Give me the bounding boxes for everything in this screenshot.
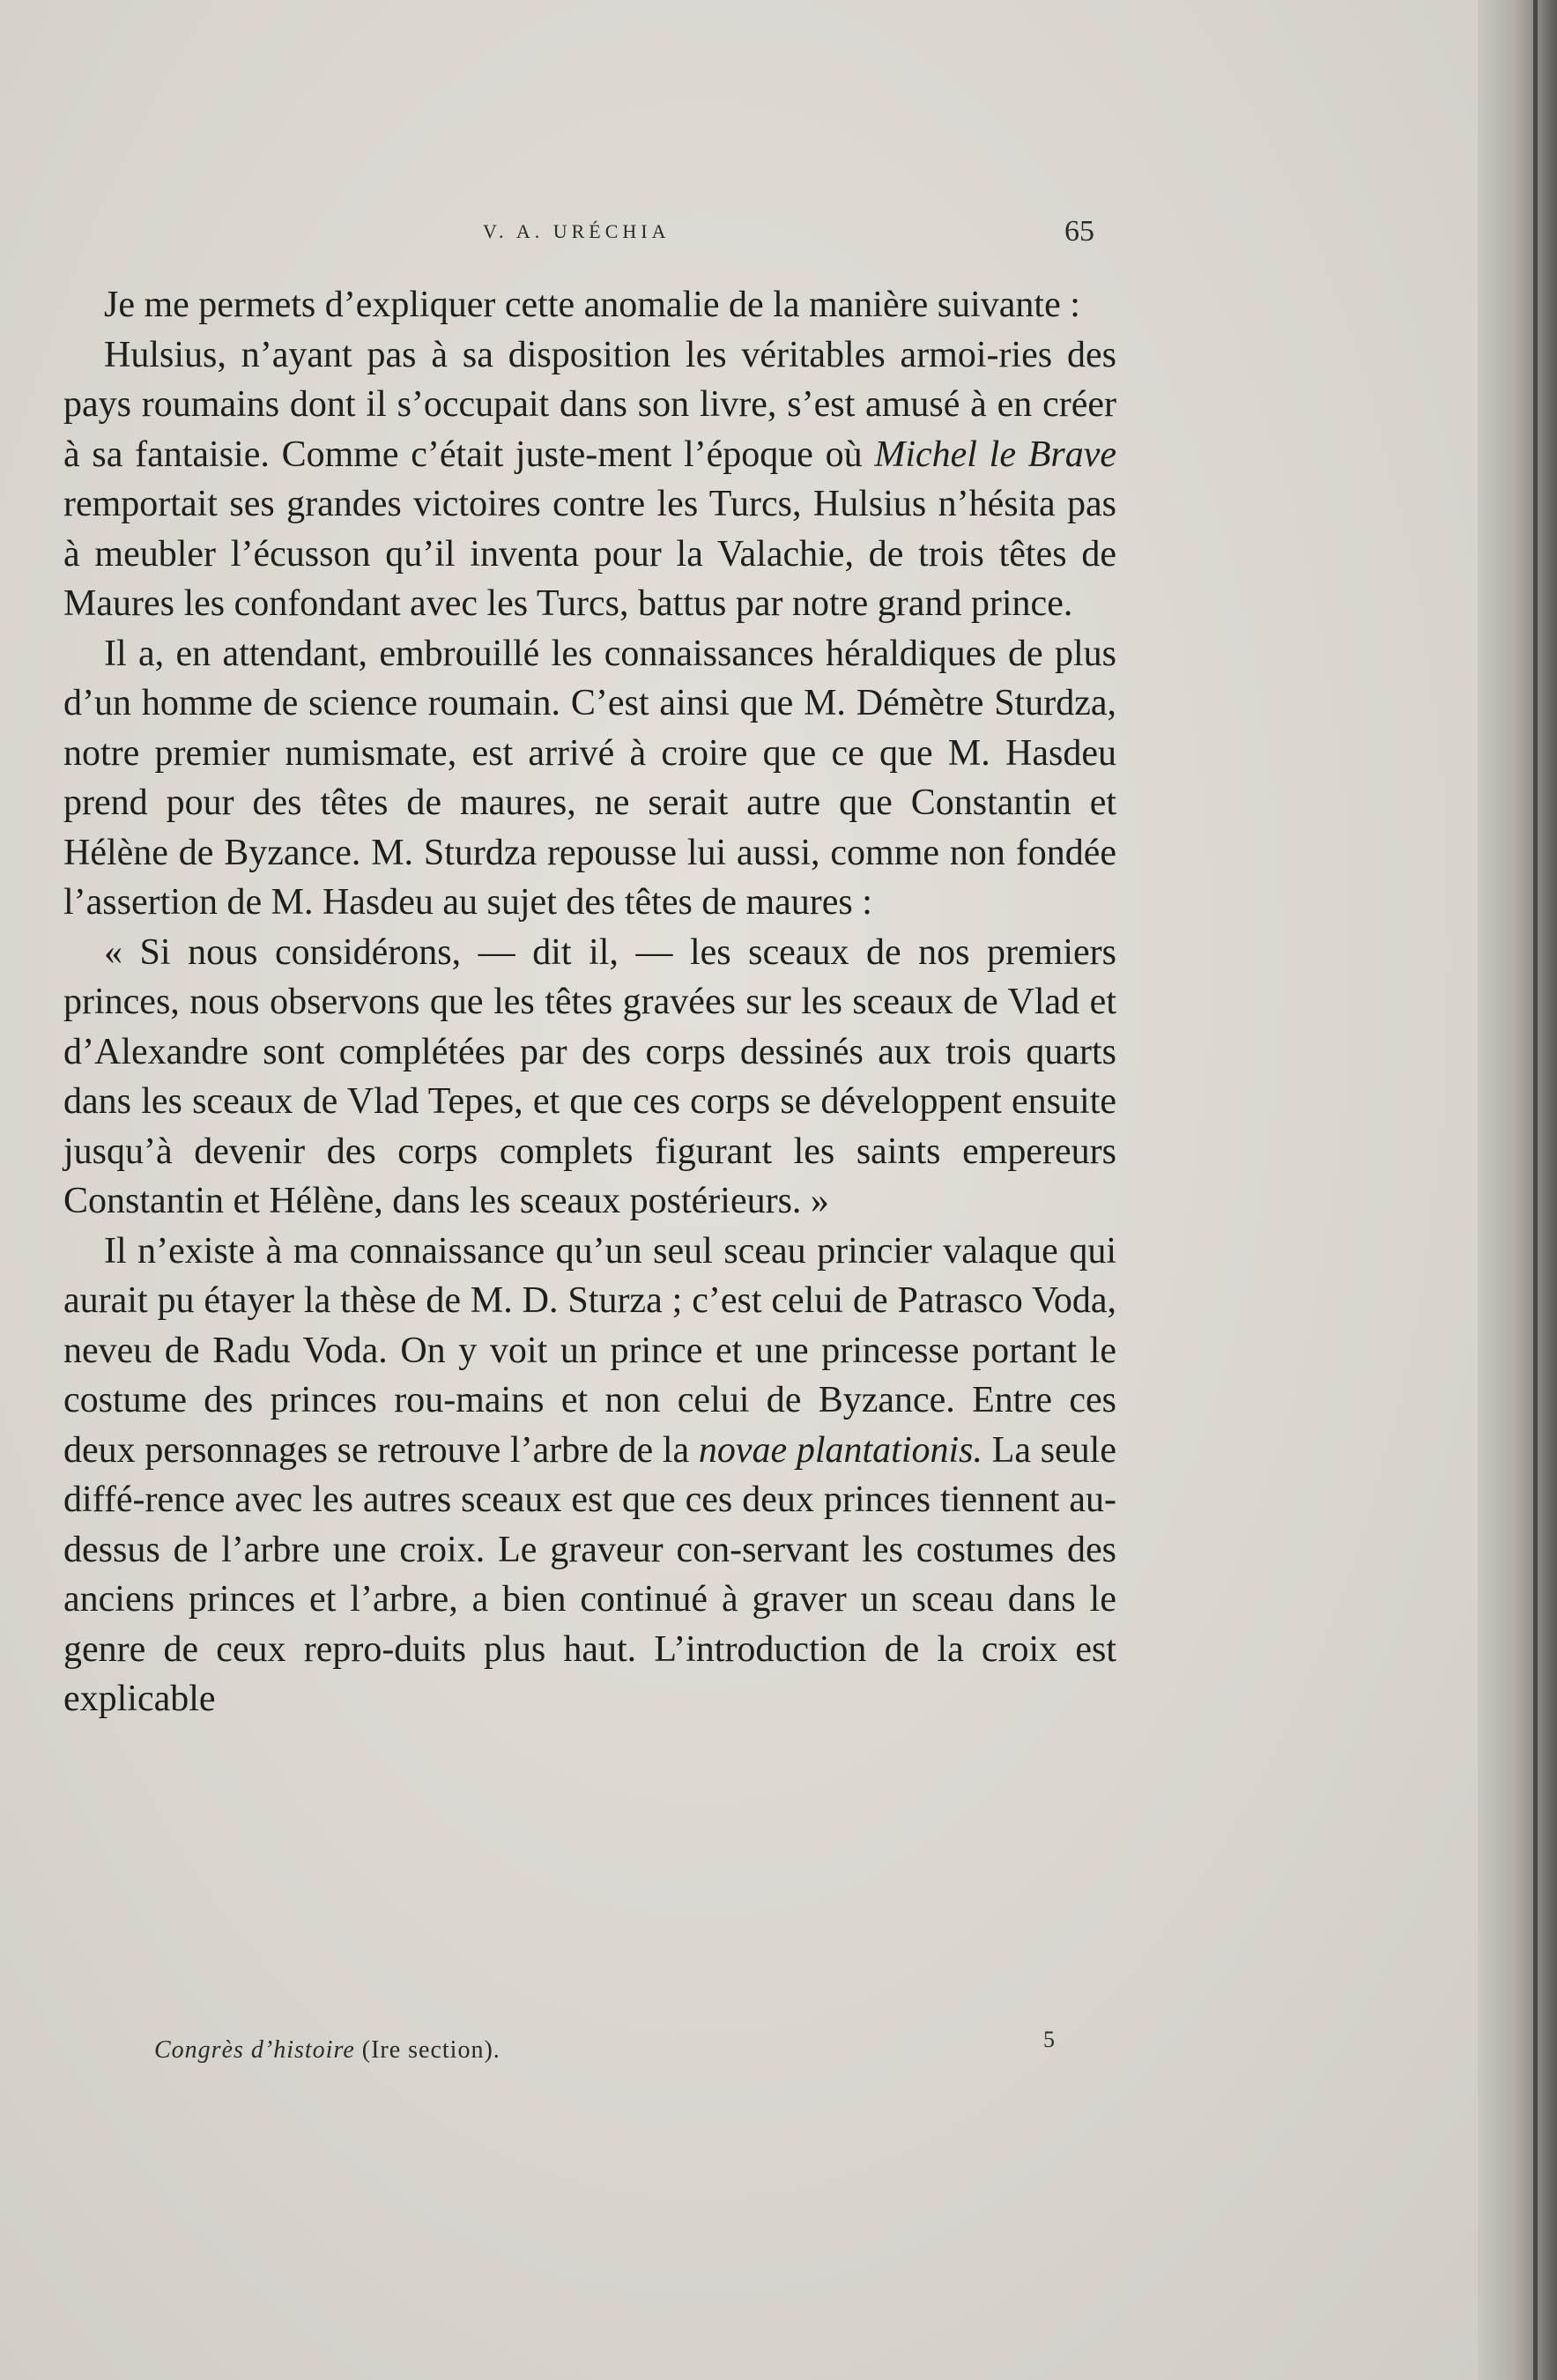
signature-rest: (Ire section). [354,2036,500,2064]
paragraph-1: Je me permets d’expliquer cette anomalie de la manière suivante : [104,285,1080,325]
signature-italic: Congrès d’histoire [154,2036,355,2064]
body-text [63,280,1116,1724]
signature-line [154,2036,500,2065]
running-head: V. A. URÉCHIA [483,220,671,242]
paragraph-2 [63,330,1116,629]
paragraph-2-italic: Michel le Brave [874,434,1116,475]
paragraph-3: Il a, en attendant, embrouillé les connaissances héraldiques de plus d’un homme de science roumain. C’est ainsi que M. Démètre Sturdza, notre premier numismate, est arrivé à croire que ce que M. Hasdeu prend pour des têtes de maures, ne serait autre que Constantin et Hélène de Byzance. M. Sturdza repousse lui aussi, comme non fondée l’assertion de M. Hasdeu au sujet des têtes de maures : [63,633,1116,923]
paragraph-5 [63,1227,1116,1724]
book-spine-shadow [1478,0,1557,2380]
page-number: 65 [1064,215,1094,248]
signature-number: 5 [1043,2027,1055,2052]
paragraph-5-italic: novae plantationis. [698,1429,983,1471]
paragraph-5-part-b: La seule diffé-rence avec les autres sceaux est que ces deux princes tiennent au-dessus de l’arbre une croix. Le graveur con-servant les costumes des anciens princes et l’arbre, a bien continué à graver un sceau dans le genre de ceux repro-duits plus haut. L’introduction de la croix est explicable [63,1429,1116,1719]
paragraph-2-part-b: remportait ses grandes victoires contre les Turcs, Hulsius n’hésita pas à meubler l’écusson qu’il inventa pour la Valachie, de trois têtes de Maures les confondant avec les Turcs, battus par notre grand prince. [63,484,1116,624]
paragraph-5-part-a: Il n’existe à ma connaissance qu’un seul sceau princier valaque qui aurait pu étayer la thèse de M. D. Sturza ; c’est celui de Patrasco Voda, neveu de Radu Voda. On y voit un prince et une princesse portant le costume des princes rou-mains et non celui de Byzance. Entre ces deux personnages se retrouve l’arbre de la [63,1230,1116,1471]
page-edge-line [1533,0,1538,2380]
paragraph-4-quote: « Si nous considérons, — dit il, — les sceaux de nos premiers princes, nous observons que les têtes gravées sur les sceaux de Vlad et d’Alexandre sont complétées par des corps dessinés aux trois quarts dans les sceaux de Vlad Tepes, et que ces corps se développent ensuite jusqu’à devenir des corps complets figurant les saints empereurs Constantin et Hélène, dans les sceaux postérieurs. » [63,931,1116,1221]
paragraph-2-part-a: Hulsius, n’ayant pas à sa disposition les véritables armoi-ries des pays roumains dont il s’occupait dans son livre, s’est amusé à en créer à sa fantaisie. Comme c’était juste-ment l’époque où [63,334,1116,475]
